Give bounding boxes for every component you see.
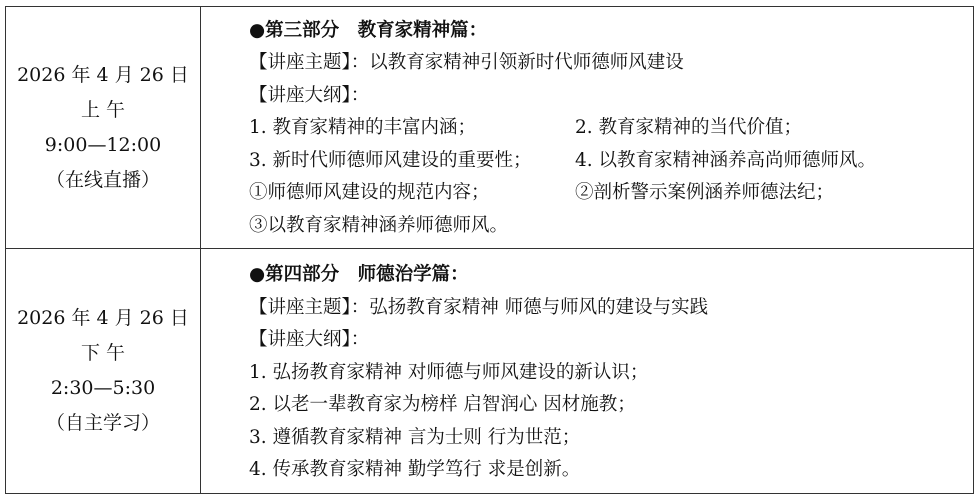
outline-item: ②剖析警示案例涵养师德法纪； bbox=[575, 182, 835, 204]
lecture-theme: 【讲座主题】：弘扬教育家精神 师德与师风的建设与实践 bbox=[249, 296, 709, 318]
schedule-table bbox=[5, 6, 974, 494]
outline-row bbox=[249, 112, 973, 145]
outline-label: 【讲座大纲】： bbox=[249, 84, 370, 106]
lecture-theme: 【讲座主题】：以教育家精神引领新时代师德师风建设 bbox=[249, 52, 684, 74]
outline-item: ①师德师风建设的规范内容； bbox=[249, 182, 490, 204]
outline-row bbox=[249, 177, 973, 210]
session-date: 2026 年 4 月 26 日 bbox=[17, 307, 189, 329]
content-cell bbox=[201, 249, 974, 494]
session-row-afternoon bbox=[6, 249, 974, 494]
session-row-morning bbox=[6, 7, 974, 249]
session-mode: （自主学习） bbox=[45, 412, 160, 434]
outline-item: ③以教育家精神涵养师德师风。 bbox=[249, 214, 509, 236]
session-time: 9:00—12:00 bbox=[44, 133, 162, 156]
outline-item: 1. 教育家精神的丰富内涵； bbox=[249, 117, 477, 139]
time-cell bbox=[6, 249, 201, 494]
session-time: 2:30—5:30 bbox=[50, 377, 156, 399]
session-mode: （在线直播） bbox=[45, 168, 160, 191]
outline-item: 3. 新时代师德师风建设的重要性； bbox=[249, 149, 532, 171]
outline-item: 4. 以教育家精神涵养高尚师德师风。 bbox=[575, 149, 877, 171]
session-period: 上 午 bbox=[80, 98, 126, 121]
section-heading: ●第四部分 师德治学篇： bbox=[249, 264, 469, 286]
outline-item: 4. 传承教育家精神 勤学笃行 求是创新。 bbox=[249, 459, 581, 481]
content-cell bbox=[201, 7, 974, 249]
outline-item: 2. 教育家精神的当代价值； bbox=[575, 117, 803, 139]
outline-label: 【讲座大纲】： bbox=[249, 329, 370, 351]
session-date: 2026 年 4 月 26 日 bbox=[17, 63, 189, 86]
time-cell bbox=[6, 7, 201, 249]
session-period: 下 午 bbox=[80, 342, 126, 364]
outline-item: 2. 以老一辈教育家为榜样 启智润心 因材施教； bbox=[249, 394, 636, 416]
section-heading: ●第三部分 教育家精神篇： bbox=[249, 19, 488, 41]
outline-item: 1. 弘扬教育家精神 对师德与师风建设的新认识； bbox=[249, 361, 649, 383]
outline-row bbox=[249, 145, 973, 178]
outline-item: 3. 遵循教育家精神 言为士则 行为世范； bbox=[249, 426, 581, 448]
